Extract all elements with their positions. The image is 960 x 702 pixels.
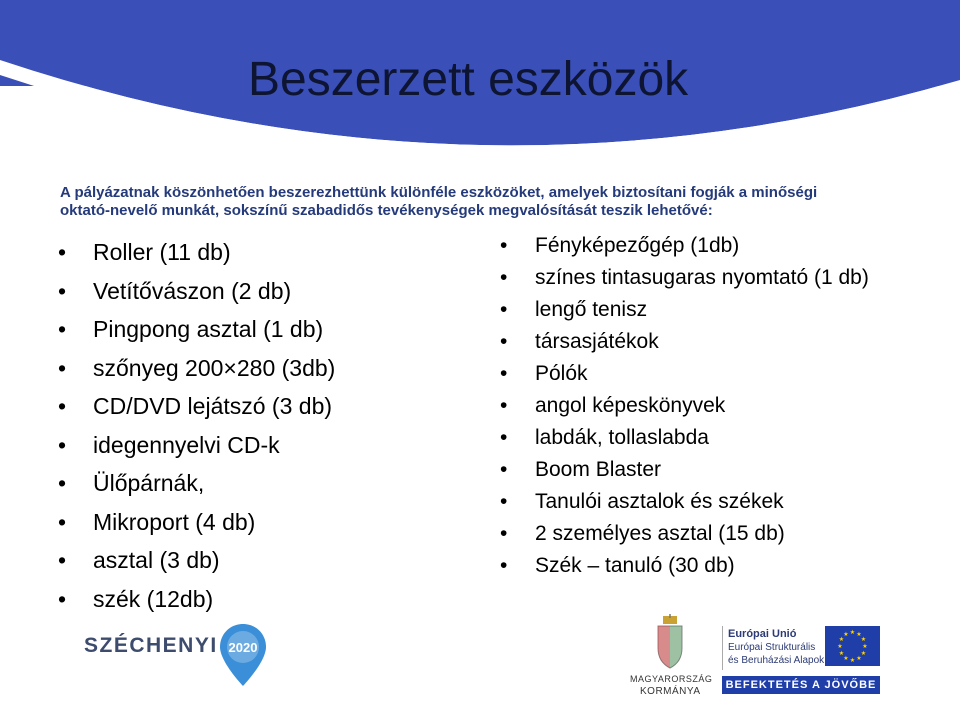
list-item: • Szék – tanuló (30 db) — [500, 553, 895, 578]
svg-text:★: ★ — [860, 636, 867, 643]
list-item: • Roller (11 db) — [58, 233, 458, 272]
svg-text:★: ★ — [856, 655, 862, 662]
list-item: • Boom Blaster — [500, 457, 895, 482]
eu-banner: BEFEKTETÉS A JÖVŐBE — [722, 676, 880, 694]
svg-text:★: ★ — [862, 643, 868, 650]
svg-text:★: ★ — [849, 629, 856, 636]
list-item: • CD/DVD lejátszó (3 db) — [58, 387, 458, 426]
list-item: • Fényképezőgép (1db) — [500, 233, 895, 258]
list-item: • idegennyelvi CD-k — [58, 426, 458, 465]
list-item: • Tanulói asztalok és székek — [500, 489, 895, 514]
szechenyi-pin-logo — [218, 622, 268, 688]
svg-text:★: ★ — [856, 631, 862, 638]
list-item: • angol képeskönyvek — [500, 393, 895, 418]
svg-text:★: ★ — [838, 636, 845, 643]
eu-line1: Európai Strukturális — [728, 642, 816, 653]
eu-title: Európai Unió — [728, 628, 797, 640]
list-item: • szőnyeg 200×280 (3db) — [58, 349, 458, 388]
slide-title: Beszerzett eszközök — [248, 53, 689, 106]
list-item: • labdák, tollaslabda — [500, 425, 895, 450]
gov-text-line2: KORMÁNYA — [640, 686, 701, 697]
svg-text:★: ★ — [843, 655, 849, 662]
svg-text:★: ★ — [838, 650, 845, 657]
svg-text:★: ★ — [843, 631, 849, 638]
list-item: • 2 személyes asztal (15 db) — [500, 521, 895, 546]
list-item: • Ülőpárnák, — [58, 464, 458, 503]
list-item: • színes tintasugaras nyomtató (1 db) — [500, 265, 895, 290]
gov-text-line1: MAGYARORSZÁG — [630, 674, 713, 684]
szechenyi-year: 2020 — [228, 640, 258, 655]
list-item: • szék (12db) — [58, 580, 458, 619]
list-item: • Pingpong asztal (1 db) — [58, 310, 458, 349]
list-item: • Pólók — [500, 361, 895, 386]
svg-text:★: ★ — [849, 657, 856, 664]
svg-text:★: ★ — [837, 643, 843, 650]
list-item: • Vetítővászon (2 db) — [58, 272, 458, 311]
list-item: • asztal (3 db) — [58, 541, 458, 580]
left-item-list — [58, 233, 458, 618]
szechenyi-logo-text: SZÉCHENYI — [84, 634, 218, 657]
list-item: • társasjátékok — [500, 329, 895, 354]
eu-flag-icon — [825, 626, 880, 666]
eu-divider — [722, 626, 723, 670]
right-item-list — [500, 233, 895, 585]
svg-text:★: ★ — [860, 650, 867, 657]
intro-text: A pályázatnak köszönhetően beszerezhettünk különféle eszközöket, amelyek biztosítani fogják a minőségi oktató-nevelő munkát, sokszínű szabadidős tevékenységek megvalósítását teszik lehetővé: — [60, 184, 818, 219]
eu-line2: és Beruházási Alapok — [728, 655, 825, 666]
hungary-crest-icon — [655, 614, 685, 670]
list-item: • Mikroport (4 db) — [58, 503, 458, 542]
list-item: • lengő tenisz — [500, 297, 895, 322]
